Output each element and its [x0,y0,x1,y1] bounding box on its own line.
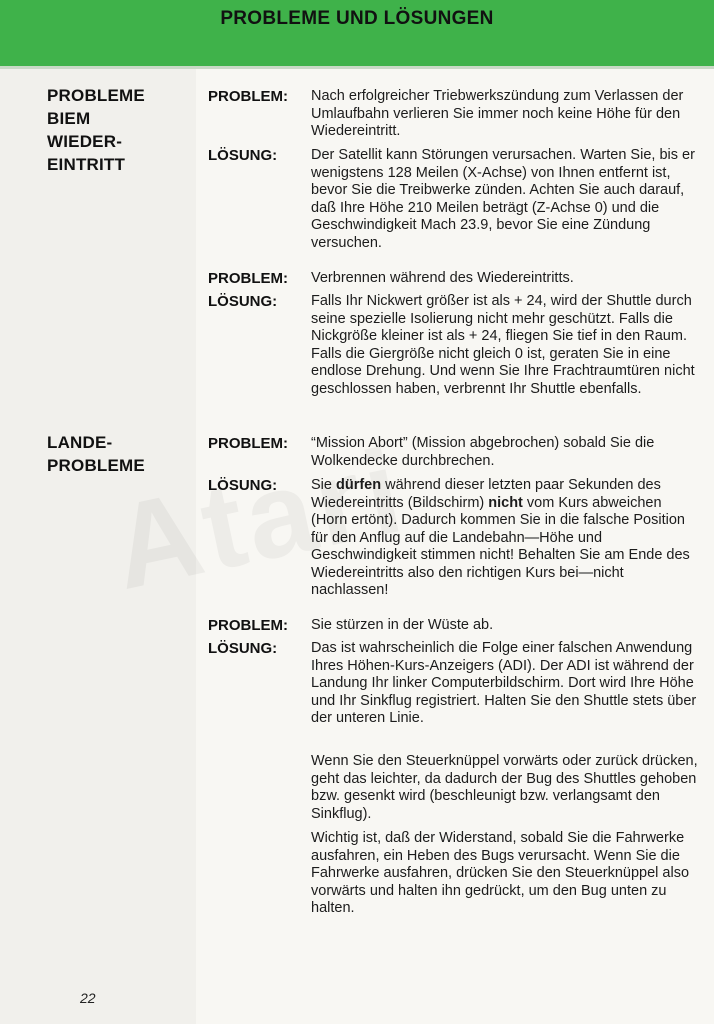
solution-text [311,477,699,600]
solution-text: Der Satellit kann Störungen verursachen. Warten Sie, bis er wenigstens 128 Meilen (X-Achse) von Ihnen entfernt ist, bevor Sie die Treibwerke zünden. Achten Sie auch darauf, daß Ihre Höhe 210 Meilen beträgt (Z-Achse 0) und die Geschwindigkeit Mach 23.9, bevor Sie eine Zündung versuchen. [311,147,695,251]
section-title-line: PROBLEME [47,86,145,105]
page-number: 22 [80,990,96,1006]
solution-label: LÖSUNG: [208,640,278,657]
solution-text: Falls Ihr Nickwert größer ist als + 24, wird der Shuttle durch seine spezielle Isolierung nicht mehr geschützt. Falls die Nickgröße kleiner ist als + 24, fliegen Sie tief in den Raum. Falls die Giergröße nicht gleich 0 ist, geraten Sie in eine endlose Drehung. Und wenn Sie Ihre Frachtraumtüren nicht geschlossen haben, verbrennt Ihr Shuttle ebenfalls. [311,293,695,397]
section-title-line: EINTRITT [47,155,126,174]
solution-text-part: während dieser letzten paar Sekunden des Wiedereintritts (Bildschirm) [311,477,661,511]
emphasis-text: nicht [488,494,523,511]
section-title-line: PROBLEME [47,456,145,475]
problem-text: Nach erfolgreicher Triebwerkszündung zum Verlassen der Umlaufbahn verlieren Sie immer noch keine Höhe für den Wiedereintritt. [311,88,684,139]
emphasis-text: dürfen [336,477,382,493]
solution-text: Wenn Sie den Steuerknüppel vorwärts oder zurück drücken, geht das leichter, da dadurch der Bug des Shuttles gehoben bzw. gesenkt wird (beschleunigt bzw. verlangsamt den Sinkflug). [311,753,698,822]
problem-label: PROBLEM: [208,617,288,634]
page-title: PROBLEME UND LÖSUNGEN [220,8,494,29]
problem-text: Verbrennen während des Wiedereintritts. [311,270,574,286]
problem-text: “Mission Abort” (Mission abgebrochen) sobald Sie die Wolkendecke durchbrechen. [311,435,655,469]
solution-label: LÖSUNG: [208,293,278,310]
solution-label: LÖSUNG: [208,477,278,494]
solution-text-part: Sie [311,477,336,493]
problem-text: Sie stürzen in der Wüste ab. [311,617,494,633]
solution-label: LÖSUNG: [208,147,278,164]
section-title-reentry [47,84,145,176]
problem-label: PROBLEM: [208,270,288,287]
problem-label: PROBLEM: [208,88,288,105]
section-title-line: WIEDER- [47,132,123,151]
section-title-line: BIEM [47,109,91,128]
solution-text: Das ist wahrscheinlich die Folge einer falschen Anwendung Ihres Höhen-Kurs-Anzeigers (ADI). Der ADI ist während der Landung Ihr linker Computerbildschirm. Dort wird Ihre Höhe und Ihr Sinkflug registriert. Halten Sie den Shuttle stets über der unteren Linie. [311,640,697,726]
section-title-line: LANDE- [47,433,113,452]
solution-text: Wichtig ist, daß der Widerstand, sobald Sie die Fahrwerke ausfahren, ein Heben des Bugs verursacht. Wenn Sie die Fahrwerke ausfahren, drücken Sie den Steuerknüppel also vorwärts und halten ihn gedrückt, um den Bug unten zu halten. [311,830,690,916]
problem-label: PROBLEM: [208,435,288,452]
solution-text-part: vom Kurs abweichen (Horn ertönt). Dadurch kommen Sie in die falsche Position für den Anflug auf die Landebahn—Höhe und Geschwindigkeit stimmen nicht! Behalten Sie am Ende des Wiedereintritts also den richtigen Kurs bei—nicht nachlassen! [311,494,690,598]
section-title-landing [47,431,145,477]
